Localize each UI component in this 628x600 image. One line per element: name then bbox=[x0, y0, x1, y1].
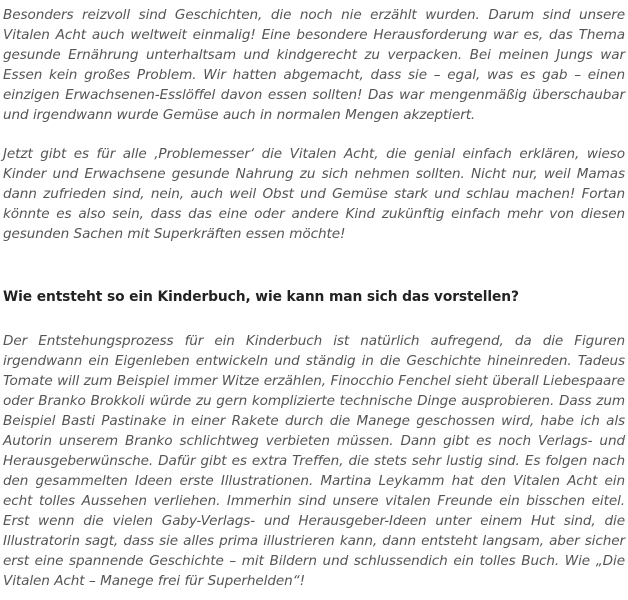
interview-answer-paragraph: Der Entstehungsprozess für ein Kinderbuch ist natürlich aufregend, da die Figuren irgendwann ein Eigenleben entwickeln und ständig in die Geschichte hineinreden. Tadeus Tomate will zum Beispiel immer Witze erzählen, Finocchio Fenchel sieht überall Liebespaare oder Branko Brokkoli würde zu gern komplizierte technische Dinge ausprobieren. Dass zum Beispiel Basti Pastinake in einer Rakete durch die Manege geschossen wird, habe ich als Autorin unserem Branko schlichtweg verbieten müssen. Dann gibt es noch Verlags- und Herausgeberwünsche. Dafür gibt es extra Treffen, die stets sehr lustig sind. Es folgen nach den gesammelten Ideen erste Illustrationen. Martina Leykamm hat den Vitalen Acht ein echt tolles Aussehen verliehen. Immerhin sind unsere vitalen Freunde ein bisschen eitel. Erst wenn die vielen Gaby-Verlags- und Herausgeber-Ideen unter einem Hut sind, die Illustratorin sagt, dass sie alles prima illustrieren kann, dann entsteht langsam, aber sicher erst eine spannende Geschichte – mit Bildern und schlussendich ein tolles Buch. Wie „Die Vitalen Acht – Manege frei für Superhelden“! bbox=[3, 333, 625, 589]
article-paragraph-problemesser: Jetzt gibt es für alle ‚Problemesser‘ die Vitalen Acht, die genial einfach erklären, wieso Kinder und Erwachsene gesunde Nahrung zu sich nehmen sollten. Nicht nur, weil Mamas dann zufrieden sind, nein, auch weil Obst und Gemüse stark und schlau machen! Fortan könnte es also sein, dass das eine oder andere Kind zukünftig einfach mehr von diesen gesunden Sachen mit Superkräften essen möchte! bbox=[3, 146, 625, 242]
article-paragraph-intro: Besonders reizvoll sind Geschichten, die noch nie erzählt wurden. Darum sind unsere Vitalen Acht auch weltweit einmalig! Eine besondere Herausforderung war es, das Thema gesunde Ernährung unterhaltsam und kindgerecht zu verpacken. Bei meinen Jungs war Essen kein großes Problem. Wir hatten abgemacht, dass sie – egal, was es gab – einen einzigen Erwachsenen-Esslöffel davon essen sollten! Das war mengenmäßig überschaubar und irgendwann wurde Gemüse auch in normalen Mengen akzeptiert. bbox=[3, 7, 625, 123]
article-body bbox=[3, 0, 625, 591]
interview-question-heading: Wie entsteht so ein Kinderbuch, wie kann man sich das vorstellen? bbox=[3, 289, 519, 305]
